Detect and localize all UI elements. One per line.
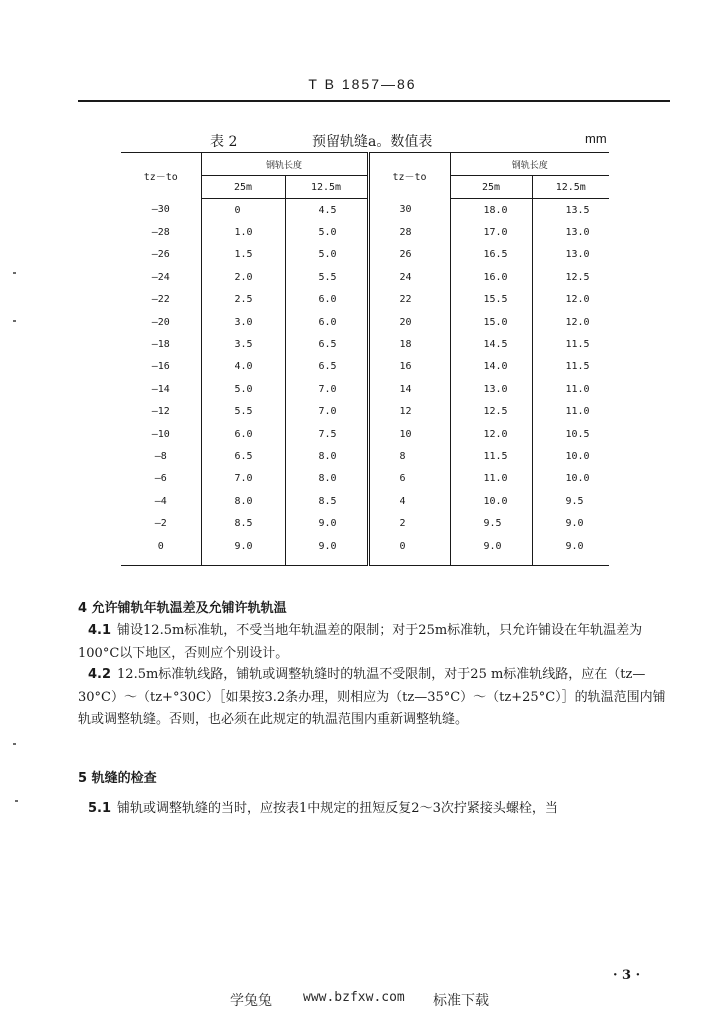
cell-temp-right: 28 xyxy=(368,221,450,243)
cell-gap-25m-right: 16.0 xyxy=(450,266,532,288)
cell-gap-25m-right: 15.5 xyxy=(450,289,532,311)
cell-temp-left: —20 xyxy=(151,316,170,328)
cell-temp-left: —30 xyxy=(151,204,170,216)
cell-temp-right: 0 xyxy=(368,535,450,566)
cell-gap-12-5m-left: 6.0 xyxy=(285,289,368,311)
cell-temp-left: 0 xyxy=(121,535,201,566)
cell-gap-25m-left: 8.0 xyxy=(201,490,285,512)
cell-gap-25m-left: 2.5 xyxy=(201,289,285,311)
col-25m-right: 25m xyxy=(450,176,532,199)
cell-gap-12-5m-right: 9.0 xyxy=(532,535,609,566)
cell-gap-25m-left: 7.0 xyxy=(201,468,285,490)
cell-temp-right: 2 xyxy=(368,512,450,534)
cell-gap-25m-right: 11.5 xyxy=(450,445,532,467)
cell-temp-left: —22 xyxy=(151,294,170,306)
cell-gap-12-5m-right: 10.0 xyxy=(532,468,609,490)
table-row xyxy=(121,490,609,512)
cell-gap-12-5m-left: 5.0 xyxy=(285,221,368,243)
section-5-heading: 5 轨缝的检查 xyxy=(78,771,157,786)
cell-gap-25m-left: 5.5 xyxy=(201,401,285,423)
header-rule xyxy=(78,100,670,102)
clause-4-1 xyxy=(78,620,672,665)
cell-gap-12-5m-right: 10.5 xyxy=(532,423,609,445)
footer-url: www.bzfxw.com xyxy=(303,990,405,1005)
cell-gap-25m-right: 10.0 xyxy=(450,490,532,512)
cell-gap-12-5m-right: 10.0 xyxy=(532,445,609,467)
cell-temp-right: 14 xyxy=(368,378,450,400)
cell-temp-left: —24 xyxy=(151,271,170,283)
cell-gap-12-5m-right: 11.5 xyxy=(532,333,609,355)
cell-gap-12-5m-right: 13.0 xyxy=(532,244,609,266)
cell-gap-25m-left: 8.5 xyxy=(201,512,285,534)
col-12-5m-right: 12.5m xyxy=(532,176,609,199)
cell-gap-25m-right: 12.0 xyxy=(450,423,532,445)
cell-gap-25m-left: 2.0 xyxy=(201,266,285,288)
cell-gap-25m-right: 14.5 xyxy=(450,333,532,355)
cell-temp-left: —2 xyxy=(154,518,167,530)
cell-gap-12-5m-left: 6.5 xyxy=(285,356,368,378)
page-number: · 3 · xyxy=(613,968,641,983)
table-row xyxy=(121,356,609,378)
cell-gap-25m-right: 15.0 xyxy=(450,311,532,333)
cell-temp-right: 4 xyxy=(368,490,450,512)
cell-temp-left: —10 xyxy=(151,428,170,440)
clause-5-1-text: 铺轨或调整轨缝的当时，应按表1中规定的扭短反复2～3次拧紧接头螺栓，当 xyxy=(117,801,558,816)
table-row xyxy=(121,401,609,423)
cell-gap-25m-left: 4.0 xyxy=(201,356,285,378)
cell-gap-12-5m-left: 8.5 xyxy=(285,490,368,512)
cell-temp-left: —26 xyxy=(151,249,170,261)
cell-gap-25m-left: 0 xyxy=(201,199,285,222)
col-12-5m-left: 12.5m xyxy=(285,176,368,199)
cell-temp-left: —8 xyxy=(154,450,167,462)
cell-gap-12-5m-right: 13.0 xyxy=(532,221,609,243)
cell-gap-25m-right: 11.0 xyxy=(450,468,532,490)
cell-gap-12-5m-left: 8.0 xyxy=(285,445,368,467)
cell-gap-12-5m-left: 7.0 xyxy=(285,401,368,423)
cell-temp-left: —6 xyxy=(154,473,167,485)
clause-4-2 xyxy=(78,664,672,732)
cell-gap-12-5m-left: 8.0 xyxy=(285,468,368,490)
cell-gap-12-5m-right: 9.5 xyxy=(532,490,609,512)
clause-5-1 xyxy=(78,798,672,821)
cell-gap-25m-left: 3.5 xyxy=(201,333,285,355)
cell-gap-25m-right: 16.5 xyxy=(450,244,532,266)
cell-gap-25m-left: 1.0 xyxy=(201,221,285,243)
cell-temp-right: 18 xyxy=(368,333,450,355)
cell-gap-12-5m-left: 9.0 xyxy=(285,535,368,566)
clause-4-1-number: 4.1 xyxy=(88,623,112,638)
table-body xyxy=(121,199,609,566)
table-row xyxy=(121,221,609,243)
cell-temp-right: 12 xyxy=(368,401,450,423)
temp-diff-header-left: tz－to xyxy=(121,153,201,199)
table-row xyxy=(121,445,609,467)
footer-site-name: 学兔兔 xyxy=(230,993,272,1009)
cell-gap-25m-right: 9.5 xyxy=(450,512,532,534)
cell-temp-right: 6 xyxy=(368,468,450,490)
scan-speck xyxy=(13,743,16,745)
cell-temp-left: —12 xyxy=(151,406,170,418)
table-row xyxy=(121,423,609,445)
col-25m-left: 25m xyxy=(201,176,285,199)
cell-gap-25m-right: 13.0 xyxy=(450,378,532,400)
section-4-heading: 4 允许铺轨年轨温差及允铺许轨轨温 xyxy=(78,601,287,616)
cell-temp-right: 22 xyxy=(368,289,450,311)
standard-code-header: T B 1857—86 xyxy=(308,76,417,92)
cell-gap-12-5m-left: 4.5 xyxy=(285,199,368,222)
cell-gap-12-5m-left: 7.0 xyxy=(285,378,368,400)
cell-temp-left: —18 xyxy=(151,339,170,351)
table-row xyxy=(121,468,609,490)
cell-temp-left: —28 xyxy=(151,227,170,239)
table-row xyxy=(121,333,609,355)
cell-gap-12-5m-left: 6.5 xyxy=(285,333,368,355)
cell-gap-12-5m-right: 11.0 xyxy=(532,378,609,400)
scan-speck xyxy=(15,800,18,802)
cell-temp-left: —4 xyxy=(154,495,167,507)
cell-gap-12-5m-left: 6.0 xyxy=(285,311,368,333)
cell-temp-right: 26 xyxy=(368,244,450,266)
table-row xyxy=(121,266,609,288)
cell-gap-12-5m-left: 5.5 xyxy=(285,266,368,288)
rail-length-header-left: 钢轨长度 xyxy=(201,153,368,176)
scan-speck xyxy=(13,272,16,274)
table-row xyxy=(121,311,609,333)
cell-temp-right: 16 xyxy=(368,356,450,378)
cell-gap-25m-right: 12.5 xyxy=(450,401,532,423)
table-row xyxy=(121,535,609,566)
footer-download-label: 标准下载 xyxy=(433,993,489,1009)
table-row xyxy=(121,289,609,311)
cell-gap-25m-left: 3.0 xyxy=(201,311,285,333)
rail-length-header-right: 钢轨长度 xyxy=(450,153,609,176)
cell-gap-25m-right: 9.0 xyxy=(450,535,532,566)
cell-gap-12-5m-right: 12.0 xyxy=(532,311,609,333)
cell-gap-25m-left: 5.0 xyxy=(201,378,285,400)
cell-gap-12-5m-left: 9.0 xyxy=(285,512,368,534)
cell-temp-right: 20 xyxy=(368,311,450,333)
cell-gap-12-5m-right: 12.0 xyxy=(532,289,609,311)
temp-diff-header-right: tz－to xyxy=(368,153,450,199)
clause-4-2-number: 4.2 xyxy=(88,667,112,682)
cell-gap-25m-left: 9.0 xyxy=(201,535,285,566)
cell-gap-25m-right: 17.0 xyxy=(450,221,532,243)
cell-gap-25m-left: 6.5 xyxy=(201,445,285,467)
table-row xyxy=(121,512,609,534)
table-row xyxy=(121,378,609,400)
cell-gap-12-5m-right: 9.0 xyxy=(532,512,609,534)
cell-gap-12-5m-right: 12.5 xyxy=(532,266,609,288)
cell-temp-left: —14 xyxy=(151,383,170,395)
cell-gap-25m-right: 18.0 xyxy=(450,199,532,222)
clause-5-1-number: 5.1 xyxy=(88,801,112,816)
table-row xyxy=(121,199,609,222)
cell-temp-right: 24 xyxy=(368,266,450,288)
cell-gap-12-5m-left: 5.0 xyxy=(285,244,368,266)
scan-speck xyxy=(13,320,16,322)
cell-gap-12-5m-left: 7.5 xyxy=(285,423,368,445)
clause-4-2-text: 12.5m标准轨线路，铺轨或调整轨缝时的轨温不受限制，对于25 m标准轨线路，应在（tz—30°C）～（tz+°30C）［如果按3.2条办理，则相应为（tz—35°C）～（tz+25°C）］的轨温范围内铺轨或调整轨缝。否则，也必须在此规定的轨温范围内重新调整轨缝。 xyxy=(78,667,666,727)
cell-gap-25m-left: 1.5 xyxy=(201,244,285,266)
cell-gap-25m-right: 14.0 xyxy=(450,356,532,378)
table-label: 表 2 xyxy=(210,134,238,150)
table-row xyxy=(121,244,609,266)
cell-temp-right: 10 xyxy=(368,423,450,445)
cell-gap-12-5m-right: 11.5 xyxy=(532,356,609,378)
cell-gap-25m-left: 6.0 xyxy=(201,423,285,445)
cell-gap-12-5m-right: 13.5 xyxy=(532,199,609,222)
table-unit: mm xyxy=(585,131,607,146)
cell-temp-right: 8 xyxy=(368,445,450,467)
table-title: 预留轨缝a。数值表 xyxy=(312,134,433,150)
clause-4-1-text: 铺设12.5m标准轨，不受当地年轨温差的限制；对于25m标准轨，只允许铺设在年轨温差为100°C以下地区，否则应个别设计。 xyxy=(78,623,643,661)
cell-gap-12-5m-right: 11.0 xyxy=(532,401,609,423)
cell-temp-left: —16 xyxy=(151,361,170,373)
cell-temp-right: 30 xyxy=(368,199,450,222)
rail-gap-table xyxy=(121,152,609,566)
